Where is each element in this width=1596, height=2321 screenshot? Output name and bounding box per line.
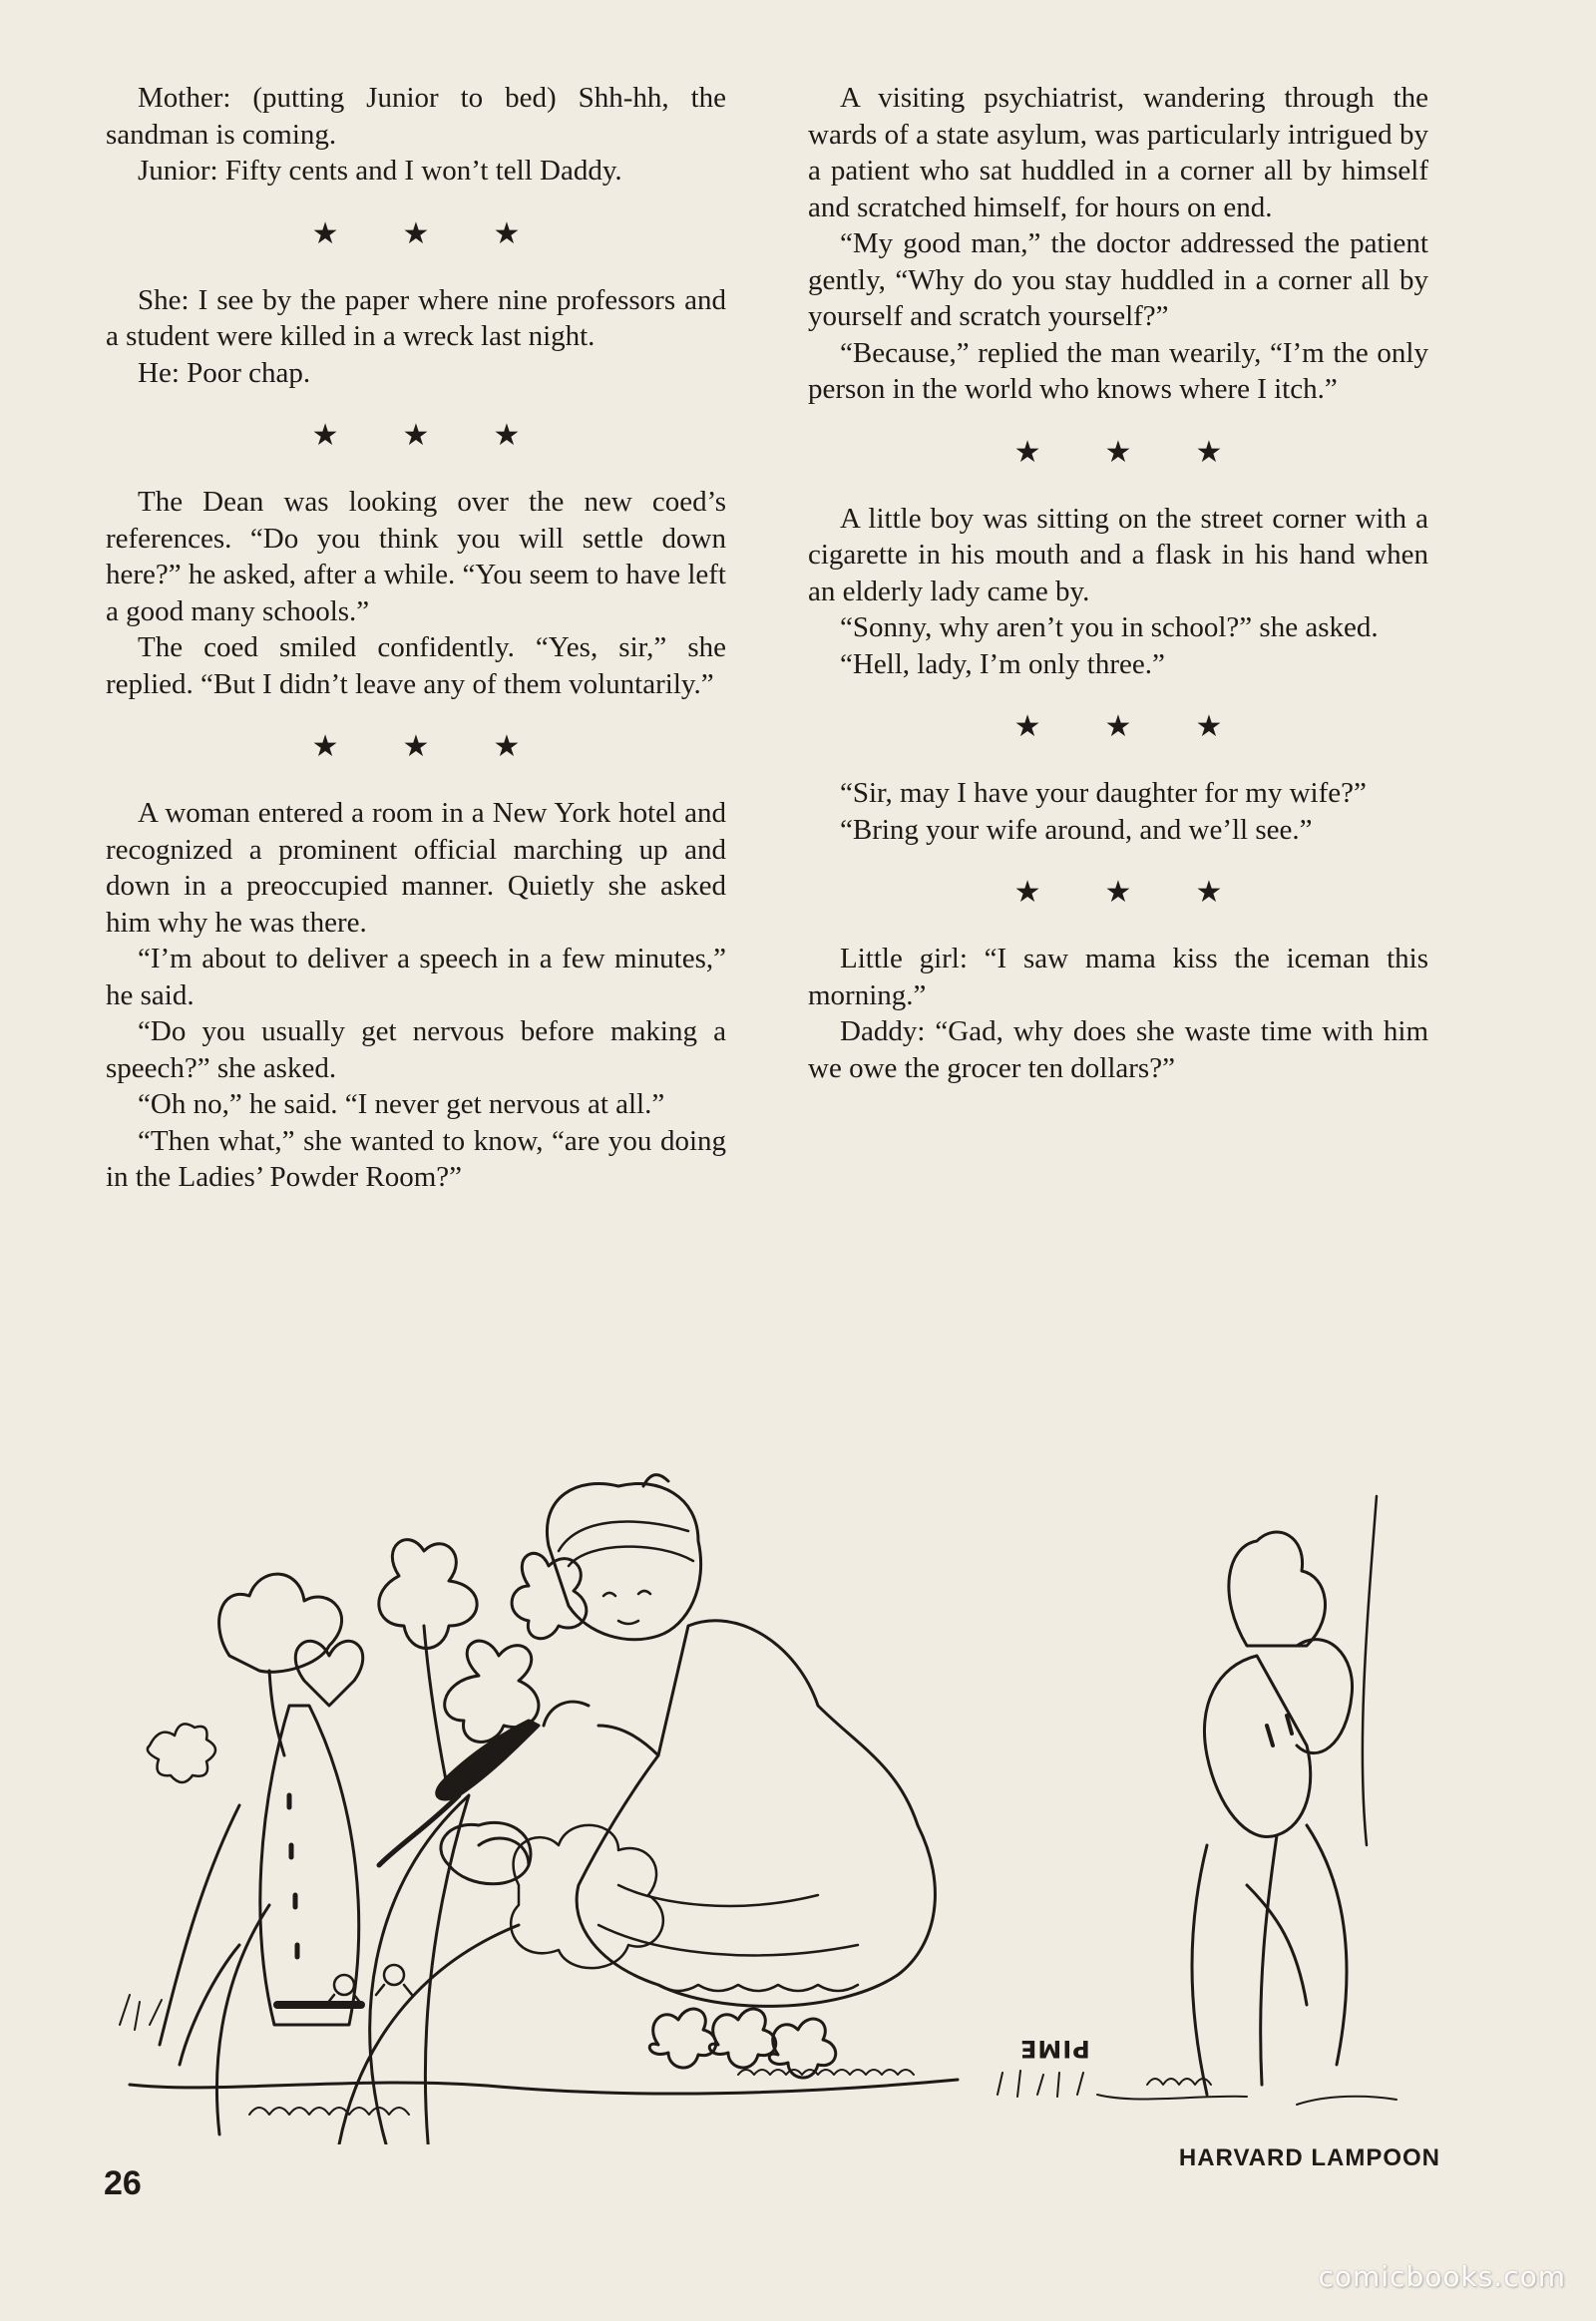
star-divider: [106, 190, 726, 282]
star-icon: ★: [493, 216, 521, 250]
joke-paragraph: The Dean was looking over the new coed’s references. “Do you think you will settle down here?” he asked, after a while. “You seem to have left a good many schools.”: [106, 486, 726, 627]
star-icon: ★: [1104, 435, 1132, 469]
star-icon: ★: [311, 419, 339, 452]
star-divider: [808, 408, 1428, 501]
joke-block: [106, 484, 726, 702]
joke-paragraph: A visiting psychiatrist, wandering through the wards of a state asylum, was particularly intrigued by a patient who sat huddled in a corner all by himself and scratched himself, for hours on end.: [808, 82, 1428, 223]
joke-paragraph: A little boy was sitting on the street corner with a cigarette in his mouth and a flask in his hand when an elderly lady came by.: [808, 502, 1428, 607]
joke-paragraph: “Do you usually get nervous before making a speech?” she asked.: [106, 1015, 726, 1084]
star-divider: [808, 682, 1428, 775]
star-icon: ★: [311, 730, 339, 763]
joke-paragraph: “Then what,” she wanted to know, “are you doing in the Ladies’ Powder Room?”: [106, 1124, 726, 1193]
publication-name: HARVARD LAMPOON: [1178, 2144, 1440, 2171]
artist-signature: PIME: [1019, 2035, 1090, 2063]
joke-block: [808, 941, 1428, 1086]
star-icon: ★: [1104, 710, 1132, 743]
star-icon: ★: [1013, 435, 1041, 469]
star-icon: ★: [402, 216, 430, 250]
star-icon: ★: [402, 730, 430, 763]
right-column: [808, 80, 1428, 1086]
joke-paragraph: “Bring your wife around, and we’ll see.”: [840, 813, 1313, 846]
joke-block: [808, 501, 1428, 683]
joke-paragraph: Junior: Fifty cents and I won’t tell Daddy.: [138, 155, 622, 187]
joke-paragraph: She: I see by the paper where nine professors and a student were killed in a wreck last night.: [106, 283, 726, 352]
joke-paragraph: He: Poor chap.: [138, 356, 311, 389]
star-icon: ★: [1195, 876, 1223, 909]
joke-paragraph: “Because,” replied the man wearily, “I’m the only person in the world who knows where I itch.”: [808, 336, 1428, 405]
star-icon: ★: [1195, 435, 1223, 469]
joke-paragraph: “Oh no,” he said. “I never get nervous at all.”: [138, 1088, 665, 1120]
joke-block: [106, 80, 726, 190]
joke-block: [106, 795, 726, 1196]
watermark: comicbooks.com: [1318, 2260, 1566, 2293]
joke-paragraph: “Hell, lady, I’m only three.”: [840, 647, 1165, 680]
left-column: [106, 80, 726, 1196]
joke-paragraph: “My good man,” the doctor addressed the patient gently, “Why do you stay huddled in a corner all by yourself and scratch yourself?”: [808, 227, 1428, 332]
star-icon: ★: [311, 216, 339, 250]
star-icon: ★: [1104, 876, 1132, 909]
joke-block: [808, 775, 1428, 848]
joke-paragraph: “Sir, may I have your daughter for my wife?”: [840, 777, 1367, 809]
joke-block: [808, 80, 1428, 408]
joke-paragraph: Daddy: “Gad, why does she waste time with him we owe the grocer ten dollars?”: [808, 1015, 1428, 1084]
joke-paragraph: Mother: (putting Junior to bed) Shh-hh, the sandman is coming.: [106, 82, 726, 151]
star-icon: ★: [493, 730, 521, 763]
joke-paragraph: A woman entered a room in a New York hotel and recognized a prominent official marching up and down in a preoccupied manner. Quietly she asked him why he was there.: [106, 797, 726, 939]
joke-block: [106, 282, 726, 392]
star-icon: ★: [1013, 710, 1041, 743]
star-icon: ★: [1195, 710, 1223, 743]
star-divider: [808, 848, 1428, 941]
star-icon: ★: [1013, 876, 1041, 909]
star-icon: ★: [402, 419, 430, 452]
joke-paragraph: The coed smiled confidently. “Yes, sir,” she replied. “But I didn’t leave any of them voluntarily.”: [106, 631, 726, 700]
joke-paragraph: “I’m about to deliver a speech in a few minutes,” he said.: [106, 943, 726, 1011]
garden-cartoon-illustration: [100, 1327, 1456, 2144]
joke-paragraph: “Sonny, why aren’t you in school?” she asked.: [840, 611, 1379, 643]
joke-paragraph: Little girl: “I saw mama kiss the iceman this morning.”: [808, 943, 1428, 1011]
star-divider: [106, 391, 726, 484]
page-number: 26: [104, 2164, 142, 2202]
star-divider: [106, 702, 726, 795]
star-icon: ★: [493, 419, 521, 452]
